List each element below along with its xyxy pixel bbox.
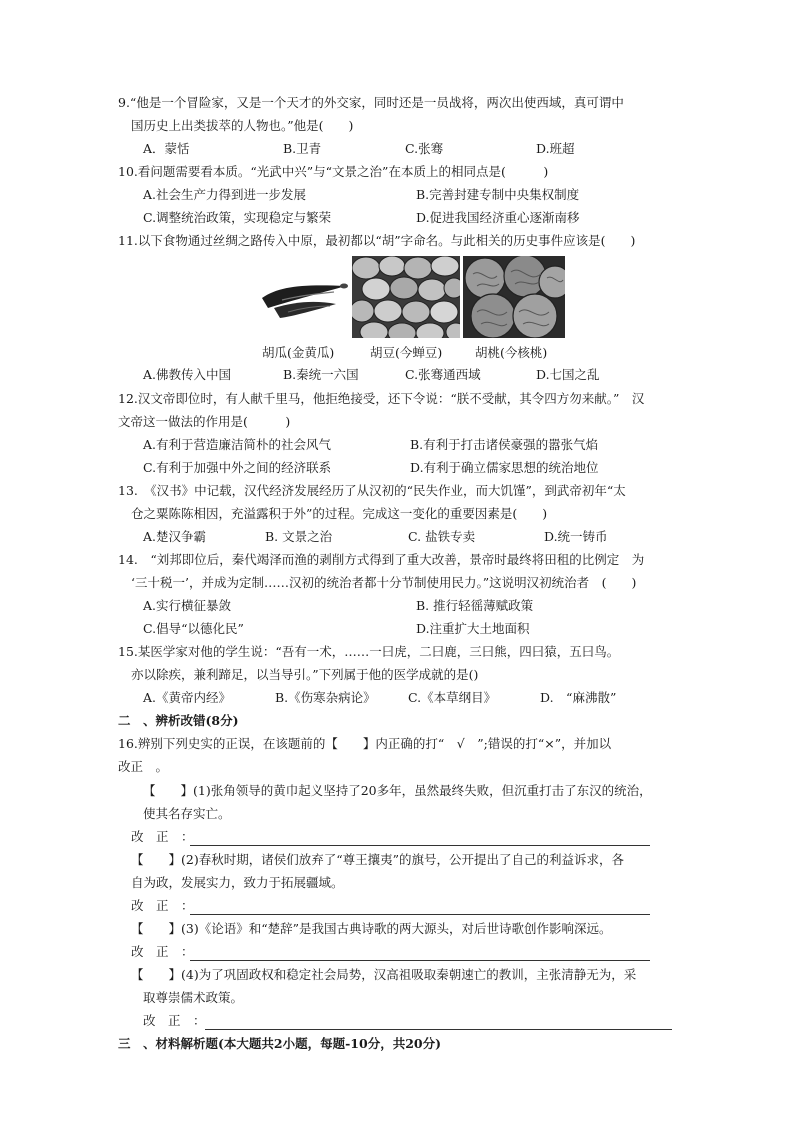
q11-option-b: B.秦统一六国 xyxy=(283,367,359,382)
q16-item3-line1: 【 】(3)《论语》和“楚辞”是我国古典诗歌的两大源头，对后世诗歌创作影响深远。 xyxy=(131,921,612,936)
section-3-title: 三 、材料解析题(本大题共2小题，每题-10分，共20分) xyxy=(118,1036,442,1051)
q12-option-c: C.有利于加强中外之间的经济联系 xyxy=(143,460,332,475)
q10-option-c: C.调整统治政策，实现稳定与繁荣 xyxy=(143,210,332,225)
q12-stem-line1: 12.汉文帝即位时，有人献千里马，他拒绝接受，还下令说：“朕不受献，其令四方勿来献。” 汉 xyxy=(118,391,645,406)
q12-option-a: A.有利于营造廉洁简朴的社会风气 xyxy=(143,437,332,452)
q16-item4-correct-label: 改 正 ： xyxy=(143,1013,206,1028)
walnut-image xyxy=(463,256,565,338)
q15-option-b: B.《伤寒杂病论》 xyxy=(275,690,376,705)
q10-option-b: B.完善封建专制中央集权制度 xyxy=(416,187,580,202)
q10-stem: 10.看问题需要看本质。“光武中兴”与“文景之治”在本质上的相同点是( ) xyxy=(118,164,549,179)
q16-item4-line2: 取尊崇儒术政策。 xyxy=(143,990,244,1005)
q16-item1-correct-label: 改 正 ： xyxy=(131,829,194,844)
q15-option-c: C.《本草纲目》 xyxy=(408,690,497,705)
q11-option-d: D.七国之乱 xyxy=(536,367,600,382)
q16-item1-line2: 使其名存实亡。 xyxy=(143,806,231,821)
q16-item1-answer-line[interactable] xyxy=(190,845,650,846)
q15-option-a: A.《黄帝内经》 xyxy=(143,690,232,705)
q16-stem-line1: 16.辨别下列史实的正误，在该题前的【 】内正确的打“ √ ”;错误的打“×”，并加以 xyxy=(118,736,612,751)
q11-caption-bean: 胡豆(今蝉豆) xyxy=(370,345,443,360)
q12-option-b: B.有利于打击诸侯豪强的嚣张气焰 xyxy=(410,437,599,452)
q16-item3-answer-line[interactable] xyxy=(190,960,650,961)
q16-stem-line2: 改正 。 xyxy=(118,759,169,774)
q16-item2-line2: 自为政，发展实力，致力于拓展疆域。 xyxy=(131,875,344,890)
q9-option-a: A．蒙恬 xyxy=(143,141,190,156)
q11-option-a: A.佛教传入中国 xyxy=(143,367,232,382)
q13-option-c: C. 盐铁专卖 xyxy=(408,529,476,544)
q9-stem-line2: 国历史上出类拔萃的人物也。”他是( ) xyxy=(131,118,354,133)
q13-option-d: D.统一铸币 xyxy=(544,529,608,544)
q13-stem-line2: 仓之粟陈陈相因，充溢露积于外”的过程。完成这一变化的重要因素是( ) xyxy=(131,506,548,521)
q14-stem-line1: 14. “刘邦即位后，秦代竭泽而渔的剥削方式得到了重大改善，景帝时最终将田租的比例定 为 xyxy=(118,552,645,567)
q16-item2-answer-line[interactable] xyxy=(190,914,650,915)
q13-option-b: B. 文景之治 xyxy=(265,529,333,544)
q9-option-d: D.班超 xyxy=(536,141,575,156)
q10-option-a: A.社会生产力得到进一步发展 xyxy=(143,187,307,202)
q13-stem-line1: 13. 《汉书》中记载，汉代经济发展经历了从汉初的“民失作业，而大饥馑”，到武帝初年“太 xyxy=(118,483,626,498)
q16-item2-line1: 【 】(2)春秋时期，诸侯们放弃了“尊王攘夷”的旗号，公开提出了自己的利益诉求，各 xyxy=(131,852,624,867)
q12-stem-line2: 文帝这一做法的作用是( ) xyxy=(118,414,291,429)
q15-option-d: D. “麻沸散” xyxy=(540,690,617,705)
q14-option-d: D.注重扩大土地面积 xyxy=(416,621,530,636)
q16-item3-correct-label: 改 正 ： xyxy=(131,944,194,959)
q12-option-d: D.有利于确立儒家思想的统治地位 xyxy=(410,460,599,475)
q11-caption-walnut: 胡桃(今核桃) xyxy=(475,345,548,360)
section-2-title: 二 、辨析改错(8分) xyxy=(118,713,239,728)
q15-stem-line2: 亦以除疾，兼利蹄足，以当导引。”下列属于他的医学成就的是() xyxy=(131,667,479,682)
q13-option-a: A.楚汉争霸 xyxy=(143,529,207,544)
q14-stem-line2: ‘三十税一’，并成为定制……汉初的统治者都十分节制使用民力。”这说明汉初统治者 ( ) xyxy=(131,575,637,590)
q16-item4-line1: 【 】(4)为了巩固政权和稳定社会局势，汉高祖吸取秦朝速亡的教训，主张清静无为，采 xyxy=(131,967,637,982)
q11-stem: 11.以下食物通过丝绸之路传入中原，最初都以“胡”字命名。与此相关的历史事件应该是( ) xyxy=(118,233,636,248)
q16-item4-answer-line[interactable] xyxy=(205,1029,672,1030)
q11-option-c: C.张骞通西域 xyxy=(405,367,481,382)
q9-option-b: B.卫青 xyxy=(283,141,322,156)
q9-option-c: C.张骞 xyxy=(405,141,444,156)
q15-stem-line1: 15.某医学家对他的学生说：“吾有一术，……一曰虎，二曰鹿，三曰熊，四曰猿，五曰鸟。 xyxy=(118,644,620,659)
q14-option-a: A.实行横征暴敛 xyxy=(143,598,232,613)
q10-option-d: D.促进我国经济重心逐渐南移 xyxy=(416,210,580,225)
broad-bean-image xyxy=(352,256,460,338)
q14-option-b: B. 推行轻徭薄赋政策 xyxy=(416,598,534,613)
q16-item2-correct-label: 改 正 ： xyxy=(131,898,194,913)
q16-item1-line1: 【 】(1)张角领导的黄巾起义坚持了20多年，虽然最终失败，但沉重打击了东汉的统治， xyxy=(143,783,652,798)
q9-stem-line1: 9.“他是一个冒险家，又是一个天才的外交家，同时还是一员战将，两次出使西域，真可谓中 xyxy=(118,95,624,110)
q14-option-c: C.倡导“以德化民” xyxy=(143,621,244,636)
cucumber-image xyxy=(254,256,350,338)
q11-caption-cucumber: 胡瓜(金黄瓜) xyxy=(262,345,335,360)
